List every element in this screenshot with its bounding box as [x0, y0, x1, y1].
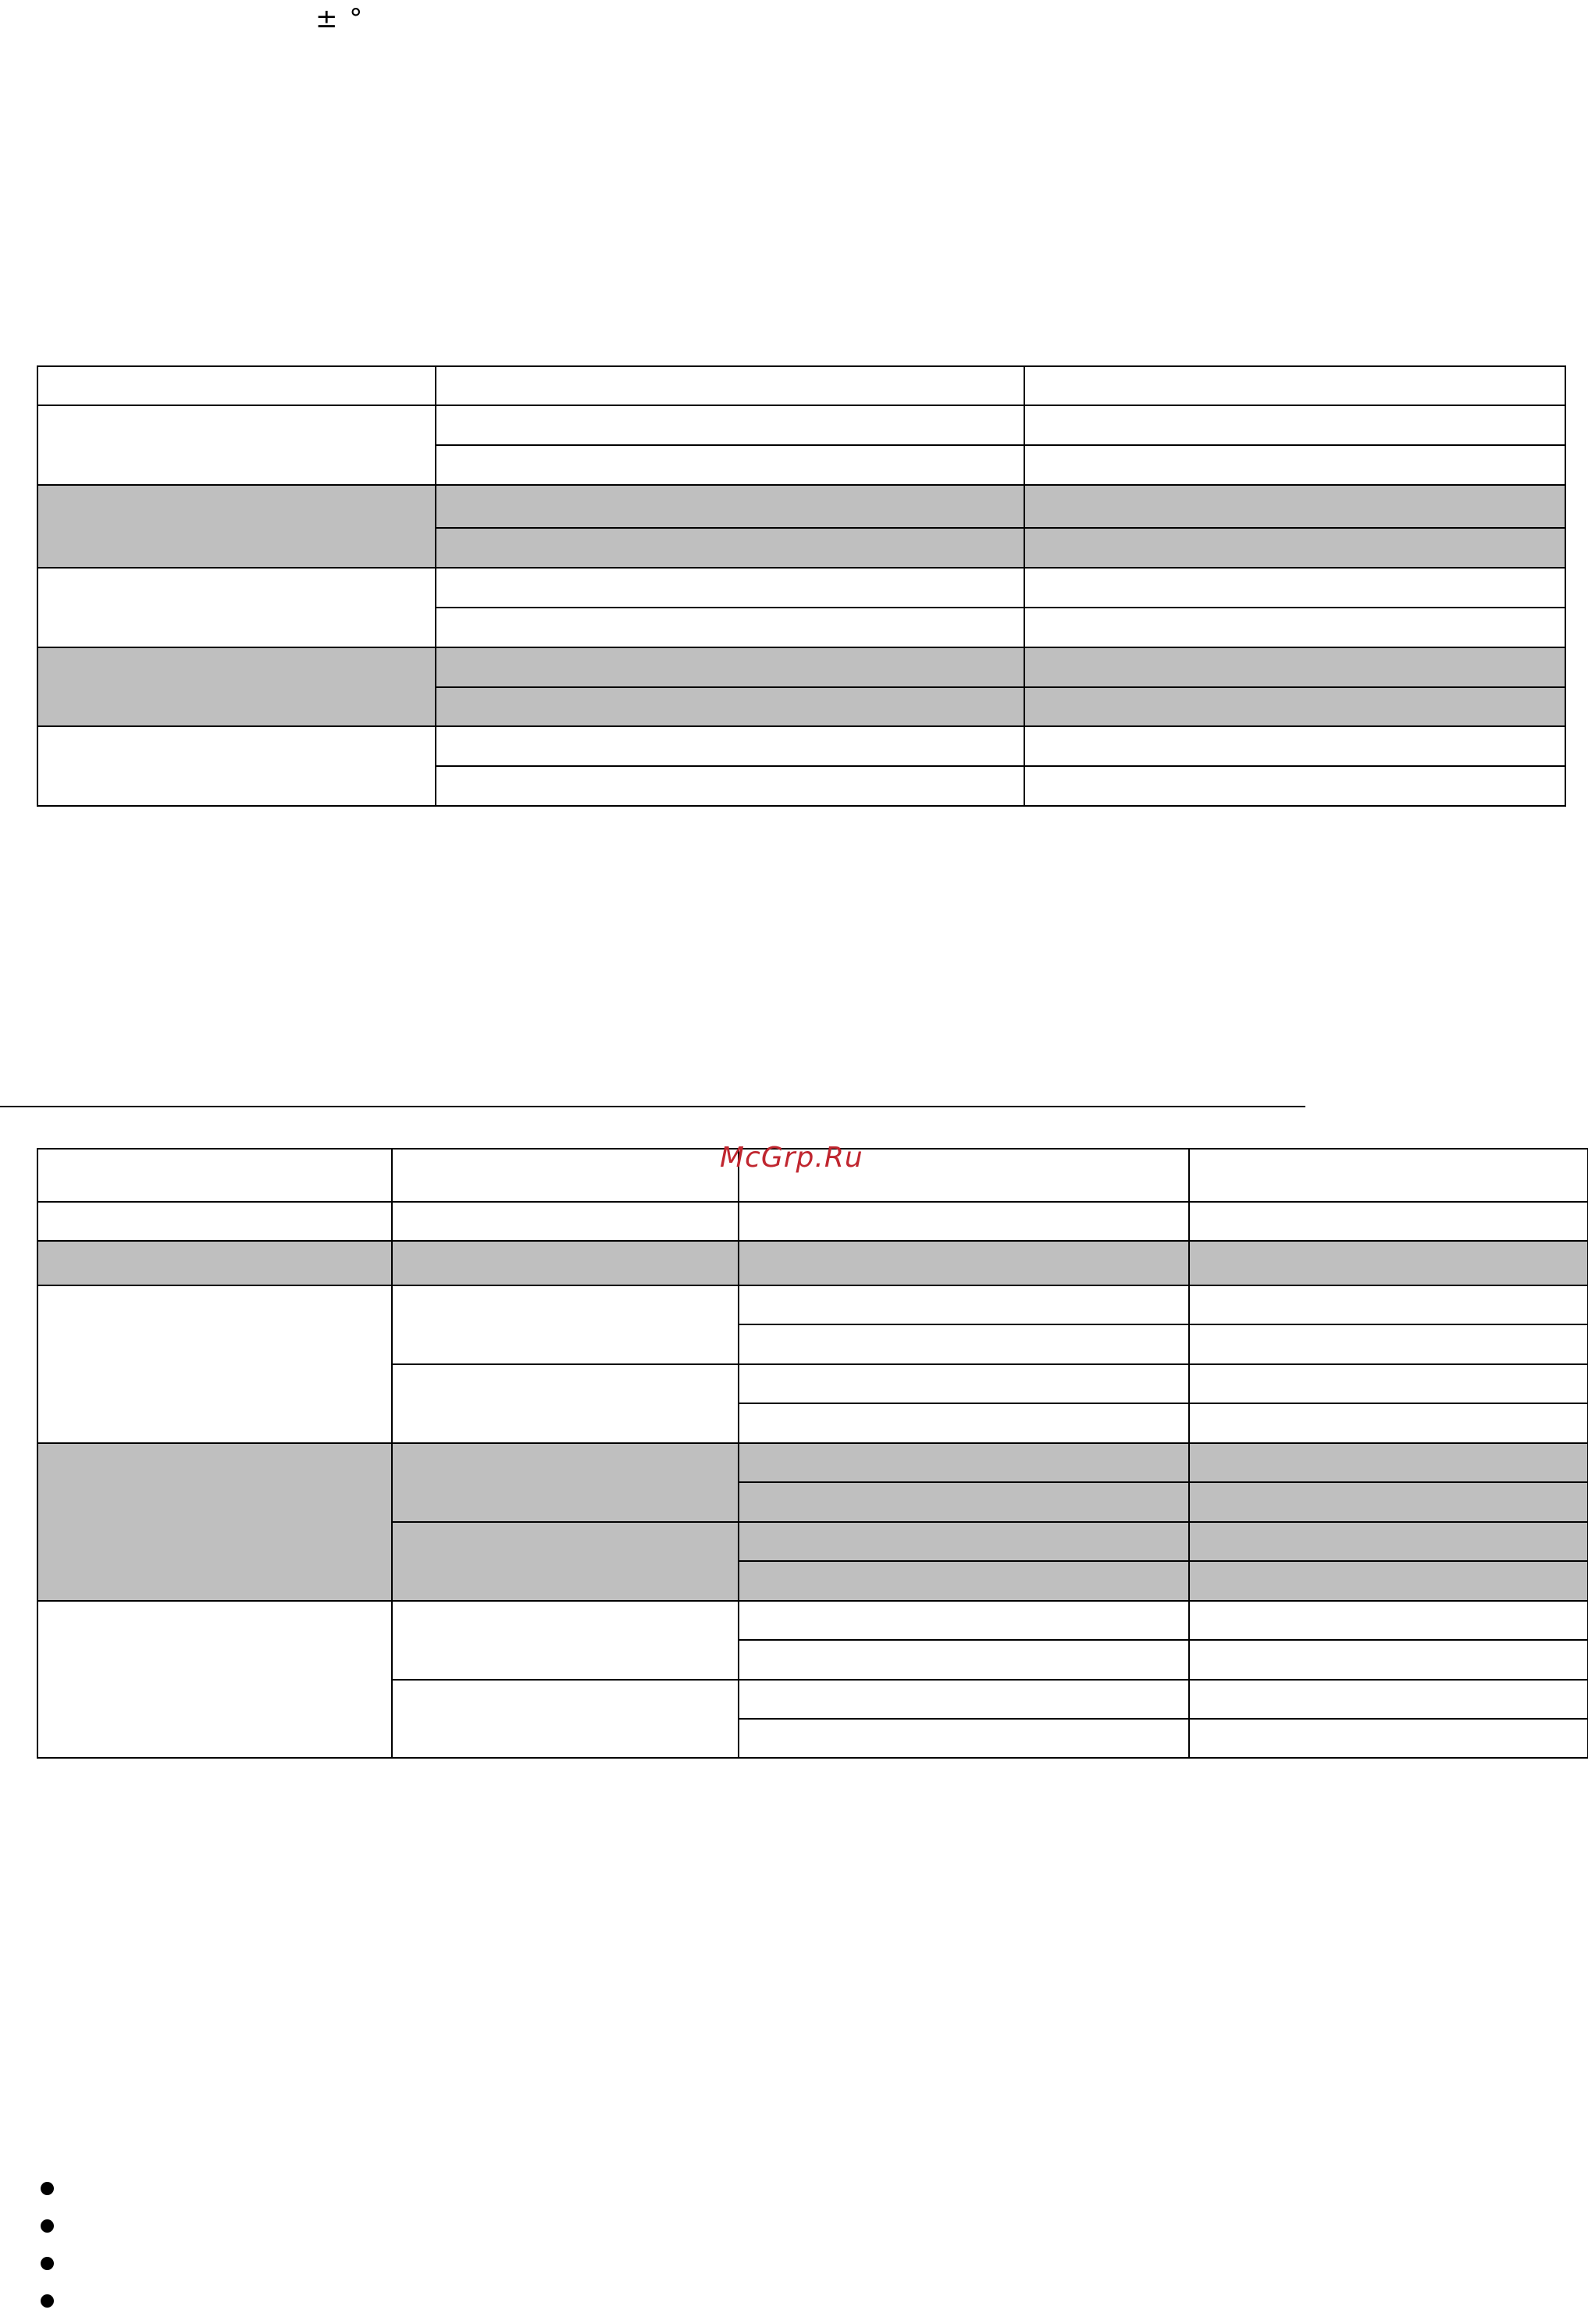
table-cell [1024, 608, 1565, 647]
table-cell [37, 726, 436, 806]
table-cell [37, 366, 436, 405]
table-cell [37, 1443, 392, 1601]
table-cell [1189, 1324, 1588, 1364]
table-cell [1024, 405, 1565, 445]
table-row [37, 647, 1565, 687]
table-cell [1024, 485, 1565, 528]
table-cell [739, 1285, 1189, 1324]
plus-minus-degree-symbols: ± ° [315, 3, 365, 34]
table-cell [436, 647, 1024, 687]
table-cell [436, 366, 1024, 405]
table-cell [392, 1443, 739, 1522]
table-row [37, 1241, 1588, 1285]
table-cell [37, 1149, 392, 1202]
table-cell [37, 1202, 392, 1241]
table-row [37, 1285, 1588, 1324]
table-cell [739, 1443, 1189, 1482]
table-row [37, 405, 1565, 445]
table-cell [436, 405, 1024, 445]
table-cell [392, 1285, 739, 1364]
table-cell [436, 608, 1024, 647]
table-cell [436, 687, 1024, 726]
bullet-icon [41, 2257, 54, 2270]
table-cell [392, 1522, 739, 1601]
table-cell [37, 485, 436, 568]
bullet-icon [41, 2294, 54, 2308]
table-cell [1189, 1202, 1588, 1241]
table-cell [739, 1601, 1189, 1640]
table-cell [37, 568, 436, 647]
table-cell [1189, 1522, 1588, 1561]
table-cell [1024, 687, 1565, 726]
table-cell [1189, 1443, 1588, 1482]
table-cell [436, 445, 1024, 485]
table-cell [1189, 1285, 1588, 1324]
table-cell [1189, 1680, 1588, 1719]
table-cell [739, 1640, 1189, 1680]
table-cell [1024, 726, 1565, 766]
table-cell [392, 1241, 739, 1285]
table-cell [37, 1601, 392, 1758]
table-cell [1189, 1640, 1588, 1680]
table-cell [1024, 766, 1565, 806]
table-cell [739, 1241, 1189, 1285]
table-cell [392, 1601, 739, 1680]
table-row [37, 366, 1565, 405]
table-cell [1189, 1719, 1588, 1758]
table-cell [739, 1680, 1189, 1719]
table-cell [1024, 445, 1565, 485]
table-cell [739, 1719, 1189, 1758]
table-cell [1189, 1482, 1588, 1522]
table-cell [1024, 647, 1565, 687]
table-cell [436, 485, 1024, 528]
table-cell [739, 1364, 1189, 1403]
spec-table-2 [37, 1148, 1588, 1759]
table-cell [436, 726, 1024, 766]
table-cell [392, 1364, 739, 1443]
bullet-icon [41, 2182, 54, 2195]
horizontal-rule [0, 1106, 1305, 1107]
table-cell [37, 647, 436, 726]
table-cell [1024, 568, 1565, 608]
table-cell [37, 405, 436, 485]
table-cell [1189, 1403, 1588, 1443]
table-cell [436, 766, 1024, 806]
table-row [37, 1601, 1588, 1640]
bullet-icon [41, 2219, 54, 2233]
table-cell [37, 1285, 392, 1443]
table-cell [37, 1241, 392, 1285]
table-cell [1189, 1241, 1588, 1285]
table-cell [739, 1202, 1189, 1241]
table-row [37, 726, 1565, 766]
table-cell [436, 568, 1024, 608]
table-cell [392, 1202, 739, 1241]
table-cell [1189, 1561, 1588, 1601]
table-cell [392, 1149, 739, 1202]
table-cell [1189, 1601, 1588, 1640]
table-cell [1189, 1149, 1588, 1202]
table-cell [436, 528, 1024, 568]
table-cell [739, 1403, 1189, 1443]
table-cell [739, 1561, 1189, 1601]
table-cell [1189, 1364, 1588, 1403]
table-cell [739, 1482, 1189, 1522]
table-cell [392, 1680, 739, 1758]
table-cell [739, 1324, 1189, 1364]
table-row [37, 1443, 1588, 1482]
spec-table-1 [37, 365, 1566, 807]
watermark-logo: McGrp.Ru [720, 1142, 863, 1174]
table-cell [1024, 528, 1565, 568]
table-cell [739, 1522, 1189, 1561]
table-cell [1024, 366, 1565, 405]
table-row [37, 568, 1565, 608]
table-row [37, 485, 1565, 528]
table-row [37, 1202, 1588, 1241]
